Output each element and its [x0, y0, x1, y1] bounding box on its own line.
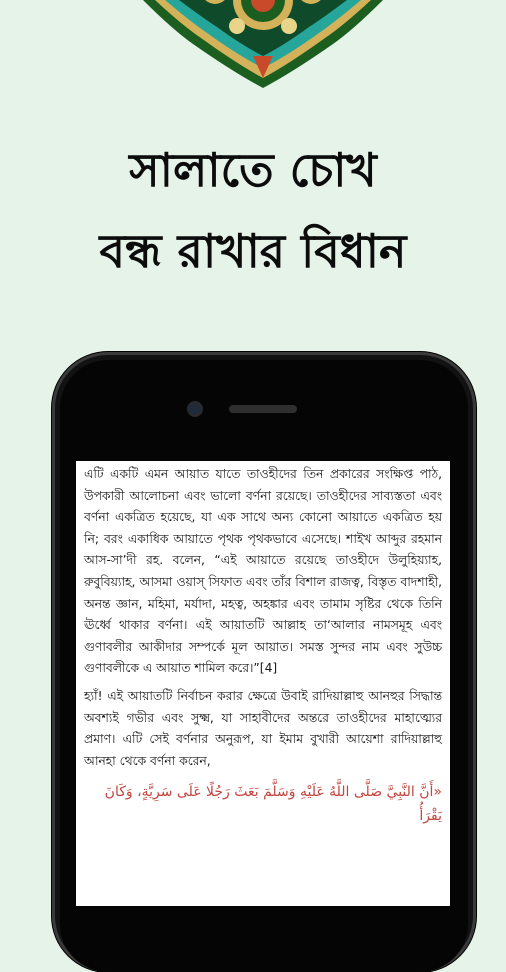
earpiece-speaker: [229, 405, 297, 413]
arabic-hadith-text: «أَنَّ النَّبِيَّ صَلَّى اللَّهُ عَلَيْهِ وَسَلَّمَ بَعَثَ رَجُلًا عَلَى سَرِيَّةٍ، وَكَانَ يَقْرَأُ: [104, 784, 442, 825]
page-title-line-2: বন্ধ রাখার বিধান: [99, 224, 407, 278]
article-paragraph-1: এটি একটি এমন আয়াত যাতে তাওহীদের তিন প্রকারের সংক্ষিপ্ত পাঠ, উপকারী আলোচনা এবং ভালো বর্ণনা রয়েছে। তাওহীদের সাব্যস্ততা এবং বর্ণনা একত্রিত হয়েছে, যা এক সাথে অন্য কোনো আয়াতে একত্রিত হয় নি; বরং একাধিক আয়াতে পৃথক পৃথকভাবে এসেছে। শাইখ আব্দুর রহমান আস-সা’দী রহ. বলেন, “এই আয়াতে রয়েছে তাওহীদে উলুহিয়্যাহ, রুবুবিয়্যাহ, আসমা ওয়াস্ সিফাত এবং তাঁর বিশাল রাজত্ব, বিস্তৃত বাদশাহী, অনন্ত জ্ঞান, মহিমা, মর্যাদা, মহত্ব, অহঙ্কার এবং তামাম সৃষ্টির থেকে তিনি ঊর্ধ্বে থাকার বর্ণনা। এই আয়াতটি আল্লাহ তা‘আলার নামসমূহ এবং গুণাবলীর আকীদার সম্পর্কে মূল আয়াত। সমস্ত সুন্দর নাম এবং সুউচ্চ গুণাবলীকে এ আয়াত শামিল করে।”[4]: [84, 467, 442, 676]
page-title-line-1: সালাতে চোখ: [129, 143, 377, 197]
front-camera-icon: [189, 403, 201, 415]
islamic-ornament-icon: [133, 0, 393, 88]
article-paragraph-2: হ্যাঁ! এই আয়াতটি নির্বাচন করার ক্ষেত্রে উবাই রাদিয়াল্লাহু আনহুর সিদ্ধান্ত অবশ্যই গভীর এবং সুক্ষ্ম, যা সাহাবীদের অন্তরে তাওহীদের মাহাত্ম্যের প্রমাণ। এটি সেই বর্ণনার অনুরূপ, যা ইমাম বুখারী আয়েশা রাদিয়াল্লাহু আনহা থেকে বর্ণনা করেন,: [84, 688, 442, 768]
phone-screen[interactable]: [76, 461, 450, 906]
